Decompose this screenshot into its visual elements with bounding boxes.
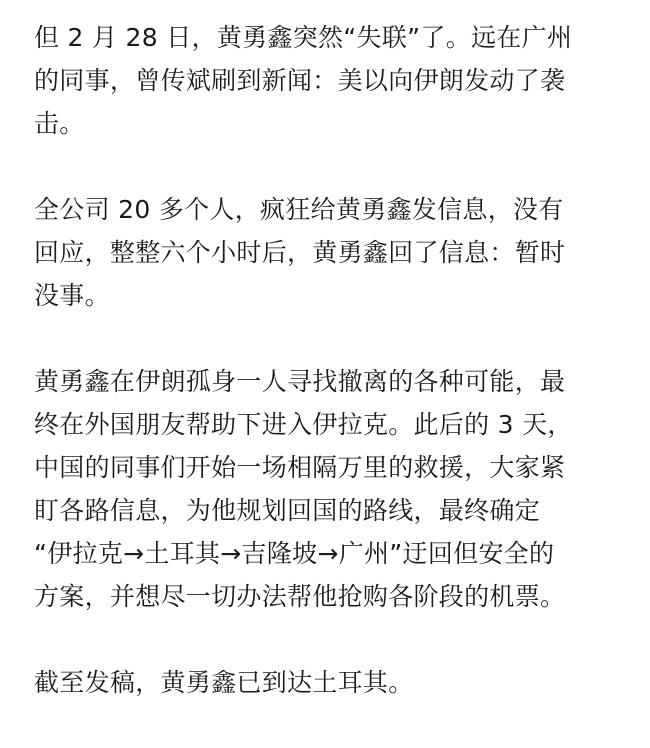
paragraph-3: [34, 360, 624, 618]
paragraph-spacer: [34, 317, 624, 360]
text-line: 全公司 20 多个人，疯狂给黄勇鑫发信息，没有: [34, 195, 564, 224]
text-line: 击。: [34, 109, 85, 138]
text-line: 没事。: [34, 281, 110, 310]
paragraph-spacer: [34, 145, 624, 188]
article-body: [34, 16, 624, 704]
text-line: 回应，整整六个小时后，黄勇鑫回了信息：暂时: [34, 238, 566, 267]
text-line: “伊拉克→土耳其→吉隆坡→广州”迂回但安全的: [34, 539, 555, 568]
text-line: 的同事，曾传斌刷到新闻：美以向伊朗发动了袭: [34, 66, 566, 95]
text-line: 但 2 月 28 日，黄勇鑫突然“失联”了。远在广州: [34, 23, 573, 52]
paragraph-4: [34, 661, 624, 704]
paragraph-1: [34, 16, 624, 145]
paragraph-spacer: [34, 618, 624, 661]
paragraph-2: [34, 188, 624, 317]
text-line: 中国的同事们开始一场相隔万里的救援，大家紧: [34, 453, 566, 482]
text-line: 终在外国朋友帮助下进入伊拉克。此后的 3 天，: [34, 410, 573, 439]
text-line: 方案，并想尽一切办法帮他抢购各阶段的机票。: [34, 582, 566, 611]
text-line: 盯各路信息，为他规划回国的路线，最终确定: [34, 496, 541, 525]
text-line: 截至发稿，黄勇鑫已到达土耳其。: [34, 668, 414, 697]
text-line: 黄勇鑫在伊朗孤身一人寻找撤离的各种可能，最: [34, 367, 566, 396]
